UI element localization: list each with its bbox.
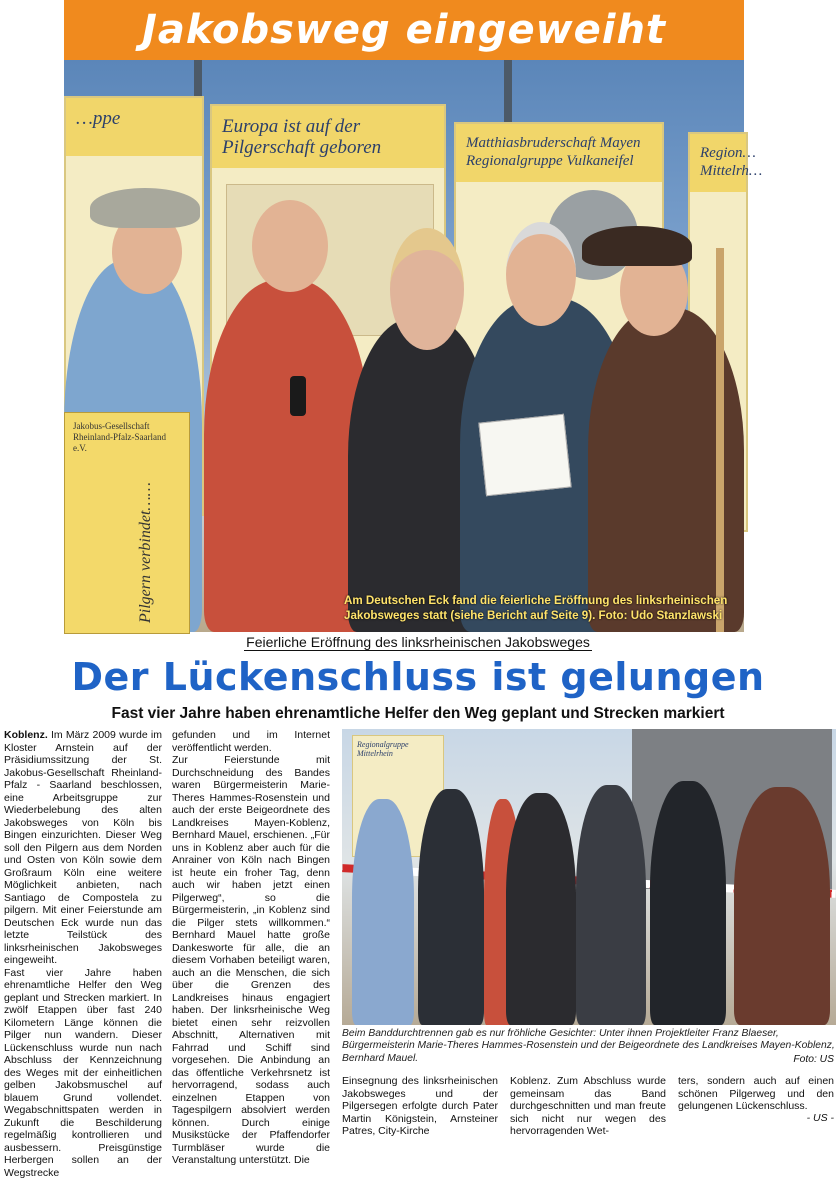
headline: Der Lückenschluss ist gelungen xyxy=(0,655,836,699)
person-head xyxy=(390,228,464,350)
paragraph: Fast vier Jahre haben ehrenamtliche Helfer den Weg geplant und Strecken markiert. In zwölf Etappen über fast 240 Kilometern Länge können die Pilger nun wandern. Dieser Lückenschluss wurde nun nach Abschluss der Kennzeichnung des Weges mit der einheitlichen gelben Jakobsmuschel auf blauem Grund vollendet. Wegabschnittspaten werden in Zukunft die Beschilderung regelmäßig kontrollieren und ausbessern. Preisgünstige Herbergen sollen an der Wegstrecke xyxy=(4,967,162,1179)
subhead: Fast vier Jahre haben ehrenamtliche Helfer den Weg geplant und Strecken markiert xyxy=(0,705,836,723)
paragraph: Zur Feierstunde mit Durchschneidung des Bandes waren Bürgermeisterin Marie-Theres Hammes-Rosenstein und auch der erste Beigeordnete des Landkreises Mayen-Koblenz, Bernhard Mauel, erschienen. „Für uns in Koblenz aber auch für die Anrainer von Köln nach Bingen ist heute ein froher Tag, denn auch wir haben jetzt einen Pilgerweg“, so die Bürgermeisterin, „in Koblenz sind die Pilger stets willkommen.“ Bernhard Mauel hatte große Dankesworte für alle, die an diesem Vorhaben beteiligt waren, auch an die Menschen, die sich über die Grenzen des Landkreises hinaus engagiert haben. Der linksrheinische Weg bietet einen sehr reizvollen Abschnitt, Alternativen mit Fahrrad und Schiff sind vorgesehen. Die Anbindung an das öffentliche Verkehrsnetz ist hervorragend, sodass auch einzelnen Etappen von Tagespilgern absolviert werden können. Durch einige Musikstücke der Pfaffendorfer Turmbläser wurde die Veranstaltung unterstützt. Die xyxy=(172,754,330,1167)
flag-slogan: Pilgern verbindet…… xyxy=(137,473,155,623)
shell-plaque xyxy=(478,414,571,497)
paragraph: Koblenz. Zum Abschluss wurde gemeinsam das Band durchgeschnitten und man freute sich nicht nur wegen des hervorragenden Wet- xyxy=(510,1075,666,1138)
person-head xyxy=(252,200,328,292)
microphone-icon xyxy=(290,376,306,416)
person xyxy=(352,799,414,1025)
photo-caption: Beim Banddurchtrennen gab es nur fröhliche Gesichter: Unter ihnen Projektleiter Franz Blaeser, Bürgermeisterin Marie-Theres Hammes-Rosenstein und der Beigeordnete des Landkreises Mayen-Koblenz, Bernhard Mauel. xyxy=(342,1028,836,1065)
lamp-post xyxy=(504,60,512,130)
paragraph: Einsegnung des linksrheinischen Jakobsweges und der Pilgersegen erfolgte durch Pater Martin Königstein, Arnsteiner Patres, City-Kirche xyxy=(342,1075,498,1138)
article-column-1 xyxy=(4,729,162,1179)
pilgrim-staff xyxy=(716,248,724,632)
person-head xyxy=(506,222,576,326)
panel-text: Europa ist auf der Pilgerschaft geboren xyxy=(222,116,434,158)
top-photo xyxy=(64,60,744,632)
dateline: Koblenz. xyxy=(4,729,48,741)
kicker-text: Feierliche Eröffnung des linksrheinischen Jakobsweges xyxy=(244,634,592,651)
photo-caption: Am Deutschen Eck fand die feierliche Eröffnung des linksrheinischen Jakobsweges statt (siehe Bericht auf Seite 9). Foto: Udo Stanzlawski xyxy=(344,593,744,623)
bottom-photo xyxy=(342,729,836,1025)
paragraph: Im März 2009 wurde im Kloster Arnstein auf der Präsidiumssitzung der St. Jakobus-Gesellschaft Rheinland-Pfalz - Saarland beschlossen, eine Arbeitsgruppe zur Wiederbelebung des alten Jakobsweges von Köln bis Bingen einzurichten. Dieser Weg soll den Pilgern aus dem Norden und Osten von Köln sowie dem Großraum Köln eine weitere Möglichkeit anbieten, nach Santiago de Compostela zu pilgern. Mit einer Feierstunde am Deutschen Eck wurde nun das letzte Teilstück des linksrheinischen Jakobsweges eingeweiht. xyxy=(4,729,162,966)
pilgrim-hat xyxy=(582,226,692,266)
author-signature: - US - xyxy=(770,1112,834,1124)
paragraph: gefunden und im Internet veröffentlicht werden. xyxy=(172,729,330,754)
hat xyxy=(90,188,200,228)
panel-text: …ppe xyxy=(76,108,192,129)
article-column-5 xyxy=(678,1075,834,1113)
panel-text: Regionalgruppe Mittelrhein xyxy=(357,740,437,758)
person xyxy=(650,781,726,1025)
panel-text: Region… Mittelrh… xyxy=(700,144,736,180)
society-flag xyxy=(64,412,190,634)
panel-text: Matthiasbruderschaft Mayen Regionalgruppe Vulkaneifel xyxy=(466,134,652,170)
person xyxy=(576,785,646,1025)
kicker xyxy=(0,634,836,650)
person xyxy=(418,789,484,1025)
person-red-shirt xyxy=(204,280,370,632)
article-column-2 xyxy=(172,729,330,1167)
article-column-3 xyxy=(342,1075,498,1138)
header-banner xyxy=(64,0,744,60)
paragraph: ters, sondern auch auf einen schönen Pilgerweg und den gelungenen Lückenschluss. xyxy=(678,1075,834,1113)
article-column-4 xyxy=(510,1075,666,1138)
banner-title: Jakobsweg eingeweiht xyxy=(64,2,744,58)
person xyxy=(734,787,830,1025)
person xyxy=(506,793,576,1025)
photo-credit: Foto: US xyxy=(720,1054,834,1065)
flag-org: Jakobus-Gesellschaft Rheinland-Pfalz-Saarland e.V. xyxy=(73,421,181,454)
